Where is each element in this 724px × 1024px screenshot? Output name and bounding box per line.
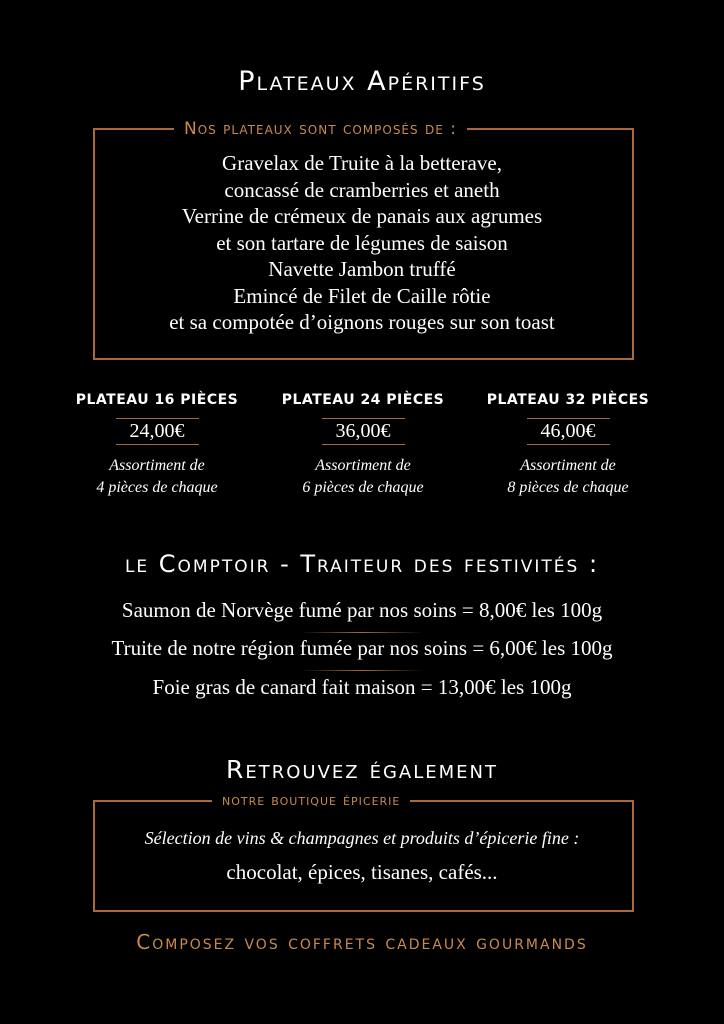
plateau-price: 36,00€ xyxy=(322,418,405,445)
aperitifs-box-label: Nos plateaux sont composés de : xyxy=(174,119,467,139)
aperitifs-title: Plateaux Apéritifs xyxy=(238,66,486,97)
plateau-desc-line: 4 pièces de chaque xyxy=(96,479,218,496)
plateau-desc-line: 8 pièces de chaque xyxy=(507,479,629,496)
plateau-price: 46,00€ xyxy=(527,418,610,445)
plateau-desc-line: 6 pièces de chaque xyxy=(302,479,424,496)
plateau-desc-line: Assortiment de xyxy=(520,457,616,474)
boutique-line: Sélection de vins & champagnes et produits d’épicerie fine : xyxy=(144,828,580,848)
plateau-24 xyxy=(263,392,463,499)
separator xyxy=(300,670,424,671)
boutique-title: Retrouvez également xyxy=(226,755,498,784)
boutique-box-label: notre boutique épicerie xyxy=(212,790,410,809)
aperitif-item: Verrine de crémeux de panais aux agrumes xyxy=(181,204,543,228)
plateau-title: PLATEAU 24 PIÈCES xyxy=(281,392,445,408)
plateau-desc-line: Assortiment de xyxy=(315,457,411,474)
plateau-description xyxy=(468,455,668,499)
aperitif-item: Gravelax de Truite à la betterave, xyxy=(222,151,502,175)
separator xyxy=(300,632,424,633)
plateau-price: 24,00€ xyxy=(116,418,199,445)
plateau-title: PLATEAU 32 PIÈCES xyxy=(486,392,650,408)
aperitif-item: concassé de cramberries et aneth xyxy=(224,177,500,202)
plateau-description xyxy=(263,455,463,499)
boutique-line: chocolat, épices, tisanes, cafés... xyxy=(226,860,498,884)
aperitifs-items xyxy=(0,150,724,336)
plateau-16 xyxy=(57,392,257,499)
aperitif-item: et sa compotée d’oignons rouges sur son toast xyxy=(169,310,555,334)
plateau-description xyxy=(57,455,257,499)
aperitif-item: Navette Jambon truffé xyxy=(268,257,456,281)
comptoir-line: Foie gras de canard fait maison = 13,00€ les 100g xyxy=(152,675,572,699)
plateau-desc-line: Assortiment de xyxy=(109,457,205,474)
aperitif-item: Emincé de Filet de Caille rôtie xyxy=(233,283,491,308)
footer-tagline: Composez vos coffrets cadeaux gourmands xyxy=(136,930,588,954)
comptoir-line: Truite de notre région fumée par nos soins = 6,00€ les 100g xyxy=(111,636,613,660)
aperitif-item: et son tartare de légumes de saison xyxy=(216,230,508,255)
comptoir-line: Saumon de Norvège fumé par nos soins = 8,00€ les 100g xyxy=(121,598,603,622)
comptoir-title: le Comptoir - Traiteur des festivités : xyxy=(124,550,600,578)
plateau-32 xyxy=(468,392,668,499)
boutique-frame xyxy=(93,800,634,912)
plateau-title: PLATEAU 16 PIÈCES xyxy=(75,392,239,408)
